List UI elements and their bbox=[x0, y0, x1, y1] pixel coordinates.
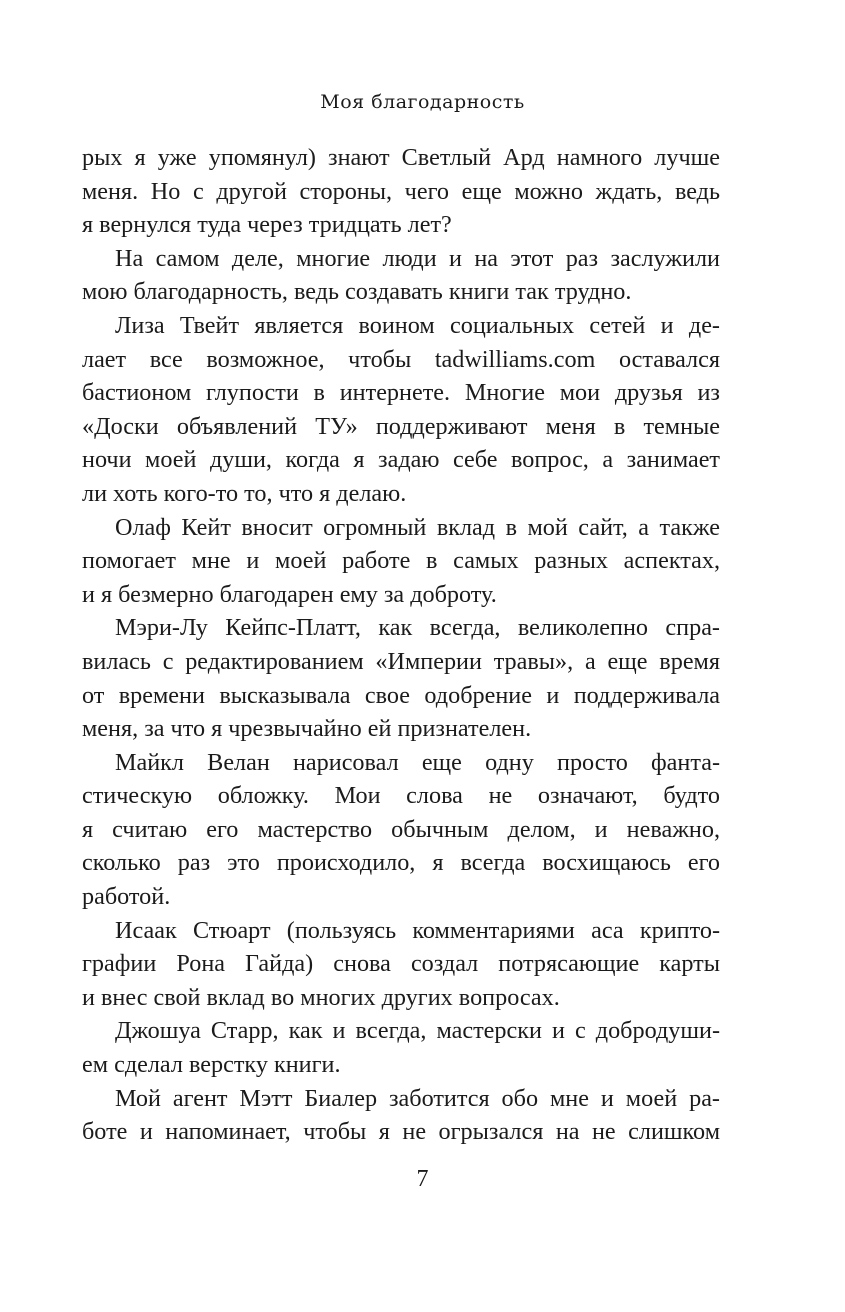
text-line: Мой агент Мэтт Биалер заботится обо мне и моей ра- bbox=[115, 1084, 720, 1112]
text-line: я считаю его мастерство обычным делом, и неважно, bbox=[82, 815, 720, 843]
text-line: Джошуа Старр, как и всегда, мастерски и с добродуши- bbox=[115, 1017, 720, 1045]
text-line: ночи моей души, когда я задаю себе вопрос, а занимает bbox=[82, 446, 720, 474]
paragraph-6 bbox=[82, 746, 720, 914]
paragraph-4 bbox=[82, 511, 720, 612]
text-line: Исаак Стюарт (пользуясь комментариями аса крипто- bbox=[115, 916, 720, 944]
text-line: вилась с редактированием «Империи травы», а еще время bbox=[82, 647, 720, 675]
text-line: мою благодарность, ведь создавать книги так трудно. bbox=[82, 278, 632, 306]
paragraph-2 bbox=[82, 242, 720, 309]
text-line: сколько раз это происходило, я всегда восхищаюсь его bbox=[82, 849, 720, 877]
text-line: На самом деле, многие люди и на этот раз заслужили bbox=[115, 244, 720, 272]
text-line: от времени высказывала свое одобрение и поддерживала bbox=[82, 681, 720, 709]
text-line: и внес свой вклад во многих других вопросах. bbox=[82, 983, 560, 1011]
text-line: «Доски объявлений ТУ» поддерживают меня в темные bbox=[82, 412, 720, 440]
paragraph-8 bbox=[82, 1014, 720, 1081]
paragraph-1 bbox=[82, 141, 720, 242]
text-line: бастионом глупости в интернете. Многие мои друзья из bbox=[82, 379, 720, 407]
paragraph-5 bbox=[82, 611, 720, 745]
text-line: и я безмерно благодарен ему за доброту. bbox=[82, 580, 497, 608]
text-line: помогает мне и моей работе в самых разных аспектах, bbox=[82, 547, 720, 575]
text-line: ем сделал верстку книги. bbox=[82, 1051, 341, 1079]
text-line: меня, за что я чрезвычайно ей признателен. bbox=[82, 715, 532, 743]
text-line: работой. bbox=[82, 883, 171, 911]
paragraph-7 bbox=[82, 914, 720, 1015]
body-text bbox=[82, 141, 720, 1149]
text-line: Мэри-Лу Кейпс-Платт, как всегда, великолепно спра- bbox=[115, 614, 720, 642]
text-line: рых я уже упомянул) знают Светлый Ард намного лучше bbox=[82, 144, 720, 171]
text-line: Лиза Твейт является воином социальных сетей и де- bbox=[115, 311, 720, 339]
text-line: графии Рона Гайда) снова создал потрясающие карты bbox=[82, 950, 720, 978]
text-line: Майкл Велан нарисовал еще одну просто фанта- bbox=[115, 748, 720, 776]
text-line: ли хоть кого-то то, что я делаю. bbox=[82, 479, 407, 507]
paragraph-9 bbox=[82, 1082, 720, 1149]
text-line: Олаф Кейт вносит огромный вклад в мой сайт, а также bbox=[115, 513, 720, 541]
page-number: 7 bbox=[416, 1166, 429, 1192]
text-line: боте и напоминает, чтобы я не огрызался на не слишком bbox=[82, 1118, 720, 1146]
text-line: меня. Но с другой стороны, чего еще можно ждать, ведь bbox=[82, 177, 720, 205]
text-line: я вернулся туда через тридцать лет? bbox=[82, 211, 452, 239]
text-line: стическую обложку. Мои слова не означают, будто bbox=[82, 782, 720, 810]
paragraph-3 bbox=[82, 309, 720, 511]
running-head: Моя благодарность bbox=[320, 91, 525, 113]
text-line: лает все возможное, чтобы tadwilliams.com оставался bbox=[82, 345, 720, 373]
